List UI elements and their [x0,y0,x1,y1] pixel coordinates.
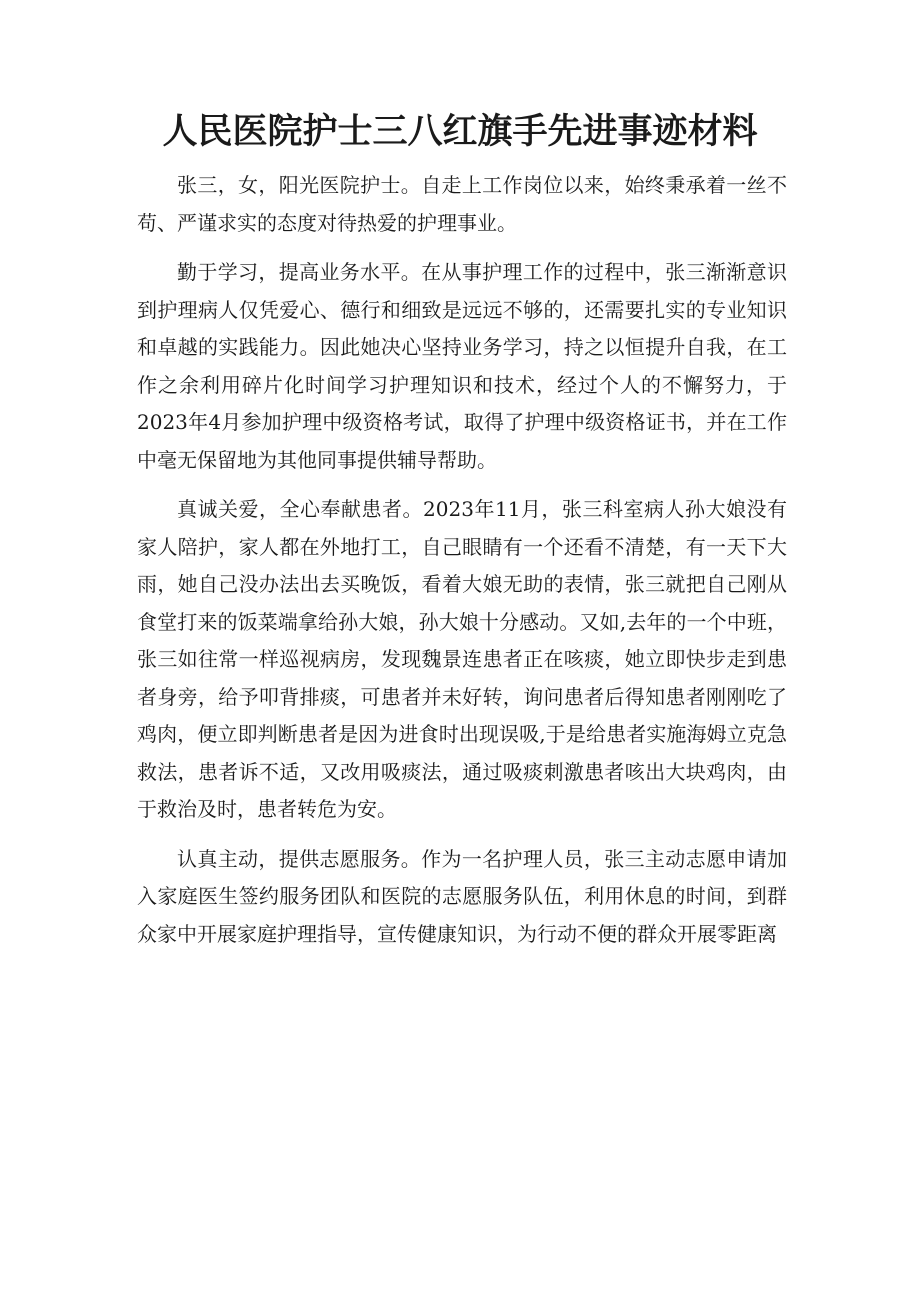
paragraph-study: 勤于学习，提高业务水平。在从事护理工作的过程中，张三渐渐意识到护理病人仅凭爱心、德行和细致是远远不够的，还需要扎实的专业知识和卓越的实践能力。因此她决心坚持业务学习，持之以恒提升自我，在工作之余利用碎片化时间学习护理知识和技术，经过个人的不懈努力，于2023年4月参加护理中级资格考试，取得了护理中级资格证书，并在工作中毫无保留地为其他同事提供辅导帮助。 [137,260,787,472]
paragraph-intro: 张三，女，阳光医院护士。自走上工作岗位以来，始终秉承着一丝不苟、严谨求实的态度对待热爱的护理事业。 [137,173,787,235]
paragraph-volunteer: 认真主动，提供志愿服务。作为一名护理人员，张三主动志愿申请加入家庭医生签约服务团队和医院的志愿服务队伍，利用休息的时间，到群众家中开展家庭护理指导，宣传健康知识，为行动不便的群众开展零距离 [137,846,787,946]
document-body [137,167,787,965]
document-title: 人民医院护士三八红旗手先进事迹材料 [162,111,758,152]
paragraph-care: 真诚关爱，全心奉献患者。2023年11月，张三科室病人孙大娘没有家人陪护，家人都在外地打工，自己眼睛有一个还看不清楚，有一天下大雨，她自己没办法出去买晚饭，看着大娘无助的表情，张三就把自己刚从食堂打来的饭菜端拿给孙大娘，孙大娘十分感动。又如,去年的一个中班，张三如往常一样巡视病房，发现魏景连患者正在咳痰，她立即快步走到患者身旁，给予叩背排痰，可患者并未好转，询问患者后得知患者刚刚吃了鸡肉，便立即判断患者是因为进食时出现误吸,于是给患者实施海姆立克急救法，患者诉不适，又改用吸痰法，通过吸痰刺激患者咳出大块鸡肉，由于救治及时，患者转危为安。 [137,497,787,821]
